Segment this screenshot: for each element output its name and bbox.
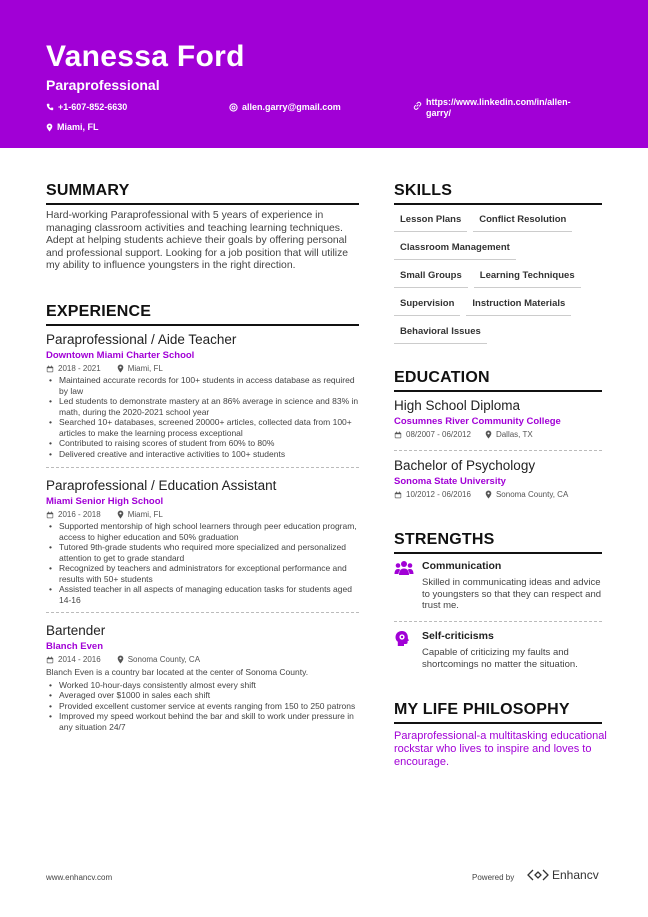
experience-item <box>46 478 359 605</box>
edu-degree: Bachelor of Psychology <box>394 458 536 473</box>
strength-description: Skilled in communicating ideas and advice to youngsters so that they can respect and trust me. <box>422 577 602 611</box>
edu-location: Sonoma County, CA <box>495 490 569 499</box>
location-pin-icon <box>117 655 124 664</box>
phone-text: +1-607-852-6630 <box>58 102 128 112</box>
strengths-heading: STRENGTHS <box>394 531 602 554</box>
candidate-name: Vanessa Ford <box>46 40 245 73</box>
skill-row <box>394 212 604 232</box>
list-item: • Recognized by teachers and administrators for exceptional performance and results with 50+ students <box>46 563 359 584</box>
edu-degree: High School Diploma <box>394 398 521 413</box>
strength-title: Communication <box>422 560 502 572</box>
linkedin-text-line1: https://www.linkedin.com/in/allen- <box>426 97 571 107</box>
skill-tag: Behavioral Issues <box>394 324 487 344</box>
contact-linkedin[interactable] <box>413 97 593 119</box>
strength-icon-slot <box>394 560 414 612</box>
link-icon <box>413 101 422 110</box>
education-heading: EDUCATION <box>394 369 602 392</box>
job-location: Miami, FL <box>127 510 163 519</box>
enhancv-logo-icon <box>527 869 549 881</box>
location-pin-icon <box>117 364 124 373</box>
people-group-icon <box>394 560 414 576</box>
header-banner <box>0 0 648 148</box>
job-bullets <box>46 375 359 459</box>
footer-url[interactable]: www.enhancv.com <box>46 873 113 882</box>
job-company: Blanch Even <box>46 641 104 652</box>
list-item: • Searched 10+ databases, screened 20000+ articles, collected data from 100+ articles to make the learning process exceptional <box>46 417 359 438</box>
skill-tag: Learning Techniques <box>474 268 581 288</box>
philosophy-text: Paraprofessional-a multitasking educational rockstar who lives to inspire and loves to encourage. <box>394 730 607 768</box>
strength-icon-slot <box>394 630 414 670</box>
divider <box>394 450 602 451</box>
email-text: allen.garry@gmail.com <box>242 102 341 112</box>
skill-tag: Small Groups <box>394 268 468 288</box>
contact-location <box>46 122 99 133</box>
job-company: Downtown Miami Charter School <box>46 350 195 361</box>
experience-item <box>46 623 359 732</box>
job-company: Miami Senior High School <box>46 496 164 507</box>
job-dates: 2014 - 2016 <box>58 655 101 664</box>
skill-tag: Conflict Resolution <box>473 212 572 232</box>
enhancv-logo[interactable] <box>527 868 599 882</box>
list-item: • Provided excellent customer service at events ranging from 150 to 250 patrons <box>46 701 359 712</box>
job-location: Miami, FL <box>127 364 163 373</box>
job-meta <box>46 510 359 519</box>
phone-icon <box>46 103 54 111</box>
skills-list <box>394 212 604 352</box>
summary-text: Hard-working Paraprofessional with 5 years of experience in managing classroom activities and teaching learning techniques. Adept at helping students achieve their goals by offering personal and professional support. Looking for a job position that will utilize my ability to influence youngsters in the right direction. <box>46 210 349 272</box>
job-location: Sonoma County, CA <box>127 655 201 664</box>
list-item: • Supported mentorship of high school learners through peer education program, access to higher education and 50% graduation <box>46 521 359 542</box>
education-item <box>394 458 604 499</box>
divider <box>46 467 359 468</box>
list-item: • Maintained accurate records for 100+ students in access database as required by law <box>46 375 359 396</box>
divider <box>46 612 359 613</box>
job-bullets <box>46 680 359 733</box>
list-item: • Delivered creative and interactive activities to 100+ students <box>46 449 359 460</box>
skill-tag: Supervision <box>394 296 460 316</box>
strength-description: Capable of criticizing my faults and shortcomings no matter the situation. <box>422 647 578 670</box>
at-icon <box>229 103 238 112</box>
philosophy-heading: MY LIFE PHILOSOPHY <box>394 701 602 724</box>
skills-heading: SKILLS <box>394 182 602 205</box>
edu-location: Dallas, TX <box>495 430 533 439</box>
skill-tag: Classroom Management <box>394 240 516 260</box>
contact-email[interactable] <box>229 102 341 113</box>
skill-row <box>394 240 604 260</box>
strength-title: Self-criticisms <box>422 630 494 642</box>
divider <box>394 621 602 622</box>
job-meta <box>46 364 359 373</box>
candidate-role: Paraprofessional <box>46 77 160 93</box>
contact-phone[interactable] <box>46 102 127 113</box>
edu-meta <box>394 490 604 499</box>
summary-heading: SUMMARY <box>46 182 359 205</box>
job-bullets <box>46 521 359 605</box>
footer-powered-by: Powered by <box>472 873 515 882</box>
skill-row <box>394 268 604 288</box>
job-meta <box>46 655 359 664</box>
experience-heading: EXPERIENCE <box>46 303 359 326</box>
location-pin-icon <box>485 430 492 439</box>
list-item: • Tutored 9th-grade students who required more specialized and personalized attention to get to grade standard <box>46 542 359 563</box>
edu-school: Sonoma State University <box>394 476 506 487</box>
calendar-icon <box>394 431 402 439</box>
calendar-icon <box>46 511 54 519</box>
skill-tag: Instruction Materials <box>466 296 571 316</box>
list-item: • Contributed to raising scores of student from 60% to 80% <box>46 438 359 449</box>
education-item <box>394 398 604 439</box>
job-dates: 2016 - 2018 <box>58 510 101 519</box>
location-pin-icon <box>485 490 492 499</box>
calendar-icon <box>46 365 54 373</box>
calendar-icon <box>394 491 402 499</box>
skill-row <box>394 296 604 316</box>
list-item: • Led students to demonstrate mastery at an 86% average in science and 83% in math, during the 2020-2021 school year <box>46 396 359 417</box>
list-item: • Worked 10-hour-days consistently almost every shift <box>46 680 359 691</box>
edu-dates: 10/2012 - 06/2016 <box>406 490 471 499</box>
skill-row <box>394 324 604 344</box>
calendar-icon <box>46 656 54 664</box>
linkedin-text-line2: garry/ <box>426 108 452 118</box>
strength-item <box>394 630 604 670</box>
job-title: Paraprofessional / Aide Teacher <box>46 332 237 347</box>
list-item: • Averaged over $1000 in sales each shift <box>46 690 359 701</box>
experience-item <box>46 332 359 459</box>
edu-dates: 08/2007 - 06/2012 <box>406 430 471 439</box>
location-pin-icon <box>117 510 124 519</box>
strength-item <box>394 560 604 612</box>
enhancv-brand: Enhancv <box>552 868 599 882</box>
job-title: Bartender <box>46 623 106 638</box>
edu-meta <box>394 430 604 439</box>
list-item: • Assisted teacher in all aspects of managing education tasks for students aged 14-16 <box>46 584 359 605</box>
job-description: Blanch Even is a country bar located at the center of Sonoma County. <box>46 667 309 677</box>
skill-tag: Lesson Plans <box>394 212 467 232</box>
location-pin-icon <box>46 123 53 132</box>
location-text: Miami, FL <box>57 122 99 132</box>
head-brain-icon <box>394 630 410 647</box>
job-title: Paraprofessional / Education Assistant <box>46 478 277 493</box>
edu-school: Cosumnes River Community College <box>394 416 561 427</box>
job-dates: 2018 - 2021 <box>58 364 101 373</box>
list-item: • Improved my speed workout behind the bar and skill to work under pressure in any situation 24/7 <box>46 711 359 732</box>
